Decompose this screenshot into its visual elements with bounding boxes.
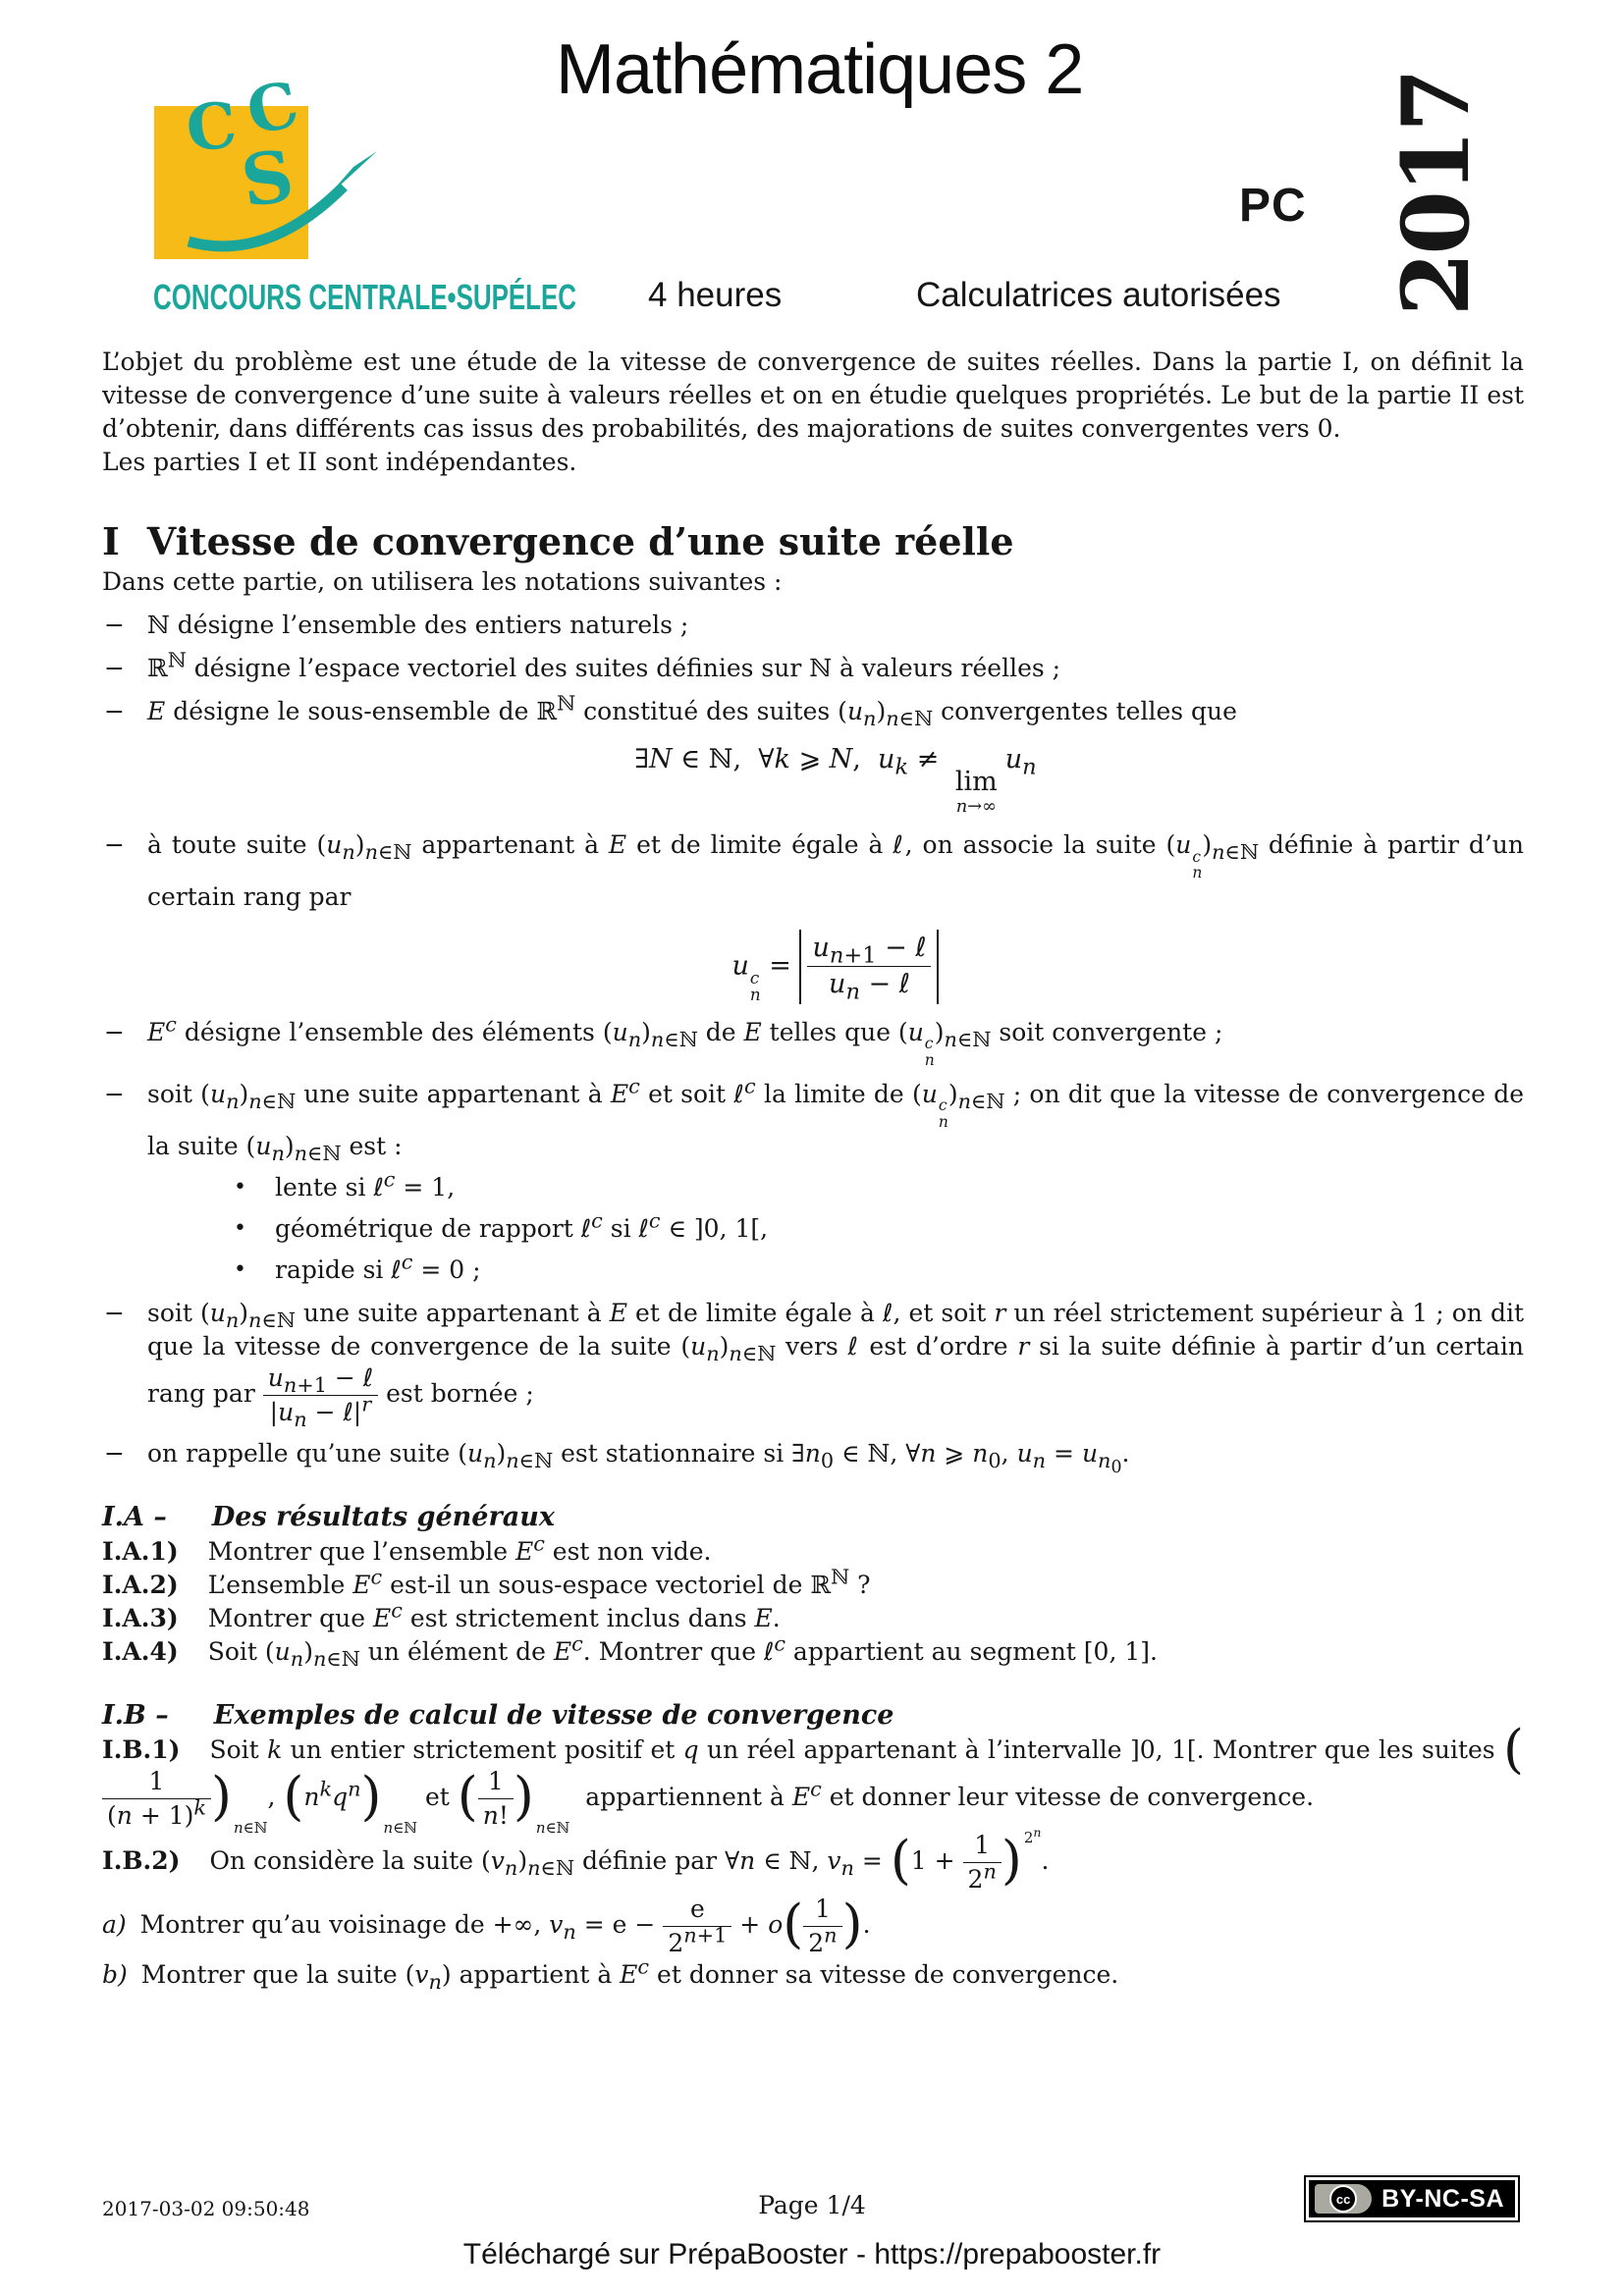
question-label: I.B.1) [102, 1735, 181, 1764]
dash-marker: − [104, 1017, 125, 1046]
section-title: Vitesse de convergence d’une suite réelle [146, 519, 1014, 563]
notation-item [102, 1437, 1524, 1478]
cc-license-badge [1304, 2175, 1520, 2222]
question-IB2a [102, 1895, 1524, 1958]
notation-text: soit $(u_n)_{n\in ℕ}$ une suite appartenant à E et de limite égale à ℓ, et soit r un réel strictement supérieur à 1 ; on dit que la vitesse de convergence de la suite $(u_n)_{n\in ℕ}$ vers ℓ est d’ordre r si la suite définie à partir d’un certain rang par $\frac{u_{n+1} - \ell}{|u_n - \ell|^r}$ est bornée ; [147, 1298, 1524, 1431]
dash-marker: − [104, 1079, 125, 1108]
subsection-label: I.B – [102, 1699, 169, 1731]
subsection-IB-heading [102, 1698, 1524, 1734]
question-text: Soit $(u_n)_{n\in ℕ}$ un élément de $E^c$. Montrer que ℓ$^c$ appartient au segment [0, 1]. [207, 1631, 1158, 1671]
intro-paragraph-2: Les parties I et II sont indépendantes. [102, 448, 577, 476]
subsection-label: I.A – [102, 1501, 167, 1532]
notation-text: ℝ$^ℕ$ désigne l’espace vectoriel des suites définies sur ℕ à valeurs réelles ; [147, 648, 1061, 682]
question-label: I.B.2) [102, 1845, 181, 1875]
notation-item [102, 1297, 1524, 1431]
document-title: Mathématiques 2 [556, 30, 1084, 109]
subsection-title: Des résultats généraux [211, 1501, 555, 1532]
question-IB2 [102, 1824, 1524, 1895]
question-label: I.A.3) [102, 1603, 179, 1632]
bullet-item [147, 1208, 1524, 1246]
notation-text: soit $(u_n)_{n\in ℕ}$ une suite appartenant à $E^c$ et soit ℓ$^c$ la limite de (u c n )$_{n\in ℕ}$ ; on dit que la vitesse de convergence de la suite $(u_n)_{n\in ℕ}$ est : [147, 1074, 1525, 1165]
cc-icon: cc [1329, 2185, 1357, 2213]
question-text: Montrer qu’au voisinage de +∞, $v_n = e$ − $\frac{e}{2^{n+1}}$ + o( $\frac{1}{2^n}$ ). [139, 1893, 871, 1957]
notations-list [102, 609, 1525, 1478]
notation-item [102, 1074, 1525, 1287]
notation-text: on rappelle qu’une suite $(u_n)_{n\in ℕ}$ est stationnaire si $\exists n_0$ ∈ ℕ, ∀n ⩾ $n_0$, $u_n = u_{n_0}$. [147, 1438, 1130, 1478]
section-number: I [102, 519, 120, 563]
bullet-marker: • [234, 1174, 246, 1200]
footer-timestamp: 2017-03-02 09:50:48 [102, 2197, 310, 2220]
logo-letter-s: S [236, 133, 298, 224]
display-equation-exists: ∃N ∈ ℕ, ∀k ⩾ N, $u_k$ ≠ lim n→∞ $u_n$ [634, 744, 1037, 818]
notation-item [102, 1012, 1524, 1069]
dash-marker: − [104, 654, 125, 682]
bullet-marker: • [234, 1215, 246, 1241]
logo-letter-c2: C [241, 67, 305, 150]
dash-marker: − [104, 1298, 125, 1327]
question-IA3 [102, 1598, 1524, 1635]
subquestion-label: a) [102, 1909, 127, 1939]
question-text: Montrer que l’ensemble $E^c$ est non vide. [207, 1531, 712, 1566]
question-text: Montrer que la suite $(v_n)$ appartient à $E^c$ et donner sa vitesse de convergence. [140, 1954, 1119, 1994]
download-note: Téléchargé sur PrépaBooster - https://prepabooster.fr [462, 2238, 1162, 2270]
question-text: Montrer que $E^c$ est strictement inclus dans E. [207, 1598, 781, 1632]
logo-letter-c1: C [183, 87, 241, 167]
display-equation-unc: u c n = $\frac{u_{n+1} - \ell}{u_n - \ell}$ [147, 930, 1524, 1004]
notation-item [102, 691, 1524, 818]
cc-logo-plate [1315, 2184, 1372, 2214]
question-text: Soit k un entier strictement positif et q un réel appartenant à l’intervalle ]0, 1[. Montrer que les suites ( $\frac{1}{(n + 1)^k}$ )$_{n\in ℕ}$, $(n^kq^n)_{n\in ℕ}$ et ( $\frac{1}{n!}$ )$_{n\in ℕ}$ appartiennent à $E^c$ et donner leur vitesse de convergence. [102, 1735, 1524, 1811]
dash-marker: − [104, 611, 125, 639]
notation-text: à toute suite $(u_n)_{n\in ℕ}$ appartenant à E et de limite égale à ℓ, on associe la suite (u c n )$_{n\in ℕ}$ définie à partir d’un certain rang par [147, 829, 1525, 912]
question-IB1 [102, 1718, 1524, 1838]
bullet-item [147, 1167, 1524, 1204]
intro-paragraph-1: L’objet du problème est une étude de la vitesse de convergence de suites réelles. Dans la partie I, on définit la vitesse de convergence d’une suite à valeurs réelles et on en étudie quelques propriétés. Le but de la partie II est d’obtenir, dans différents cas issus des probabilités, des majorations de suites convergentes vers 0. [102, 347, 1524, 443]
notation-text: ℕ désigne l’ensemble des entiers naturels ; [147, 611, 689, 639]
logo-arrowhead-icon [326, 151, 377, 198]
subquestion-label: b) [102, 1959, 128, 1989]
question-text: On considère la suite $(v_n)_{n\in ℕ}$ définie par ∀n ∈ ℕ, $v_n = (1$ + $\frac{1}{2^n}$ ) $^{2^n}$. [209, 1824, 1050, 1894]
question-label: I.A.4) [102, 1636, 179, 1666]
question-text: L’ensemble $E^c$ est-il un sous-espace vectoriel de ℝ$^ℕ$ ? [207, 1565, 871, 1599]
dash-marker: − [104, 697, 125, 725]
question-IA4 [102, 1631, 1524, 1671]
speed-bullet-list [147, 1167, 1524, 1287]
notation-item [102, 609, 1524, 642]
question-label: I.A.2) [102, 1570, 179, 1599]
page-number: Page 1/4 [758, 2191, 866, 2219]
bullet-item [147, 1250, 1524, 1287]
brand-name: CONCOURS CENTRALE•SUPÉLEC [153, 277, 577, 317]
notation-text: E désigne le sous-ensemble de ℝ$^ℕ$ constitué des suites $(u_n)_{n\in ℕ}$ convergentes telles que [147, 691, 1237, 730]
section-1-heading [102, 518, 1524, 565]
calculators-label: Calculatrices autorisées [916, 276, 1281, 314]
notation-item [102, 648, 1524, 685]
year-label: 2017 [1382, 71, 1490, 316]
duration-label: 4 heures [648, 276, 783, 314]
bullet-text: lente si ℓ$^c$ = 1, [275, 1167, 456, 1201]
notations-lead: Dans cette partie, on utilisera les notations suivantes : [102, 567, 783, 596]
question-IA1 [102, 1531, 1524, 1569]
question-IB2b [102, 1954, 1524, 1994]
document-body [102, 346, 1524, 1992]
bullet-text: géométrique de rapport ℓ$^c$ si ℓ$^c$ ∈ ]0, 1[, [275, 1208, 769, 1243]
bullet-marker: • [234, 1256, 246, 1282]
dash-marker: − [104, 1438, 125, 1468]
license-label: BY-NC-SA [1381, 2184, 1504, 2213]
subsection-IA-heading [102, 1500, 1524, 1535]
track-label: PC [1239, 180, 1307, 232]
dash-marker: − [104, 829, 125, 859]
subsection-title: Exemples de calcul de vitesse de convergence [213, 1699, 894, 1731]
notation-item [102, 828, 1524, 1004]
notation-text: $E^c$ désigne l’ensemble des éléments $(u_n)_{n\in ℕ}$ de E telles que (u c n )$_{n\in ℕ}$ soit convergente ; [147, 1012, 1223, 1069]
question-label: I.A.1) [102, 1536, 179, 1566]
ccs-logo-icon [147, 49, 403, 294]
header [0, 0, 1624, 346]
question-IA2 [102, 1565, 1524, 1602]
bullet-text: rapide si ℓ$^c$ = 0 ; [275, 1250, 481, 1284]
